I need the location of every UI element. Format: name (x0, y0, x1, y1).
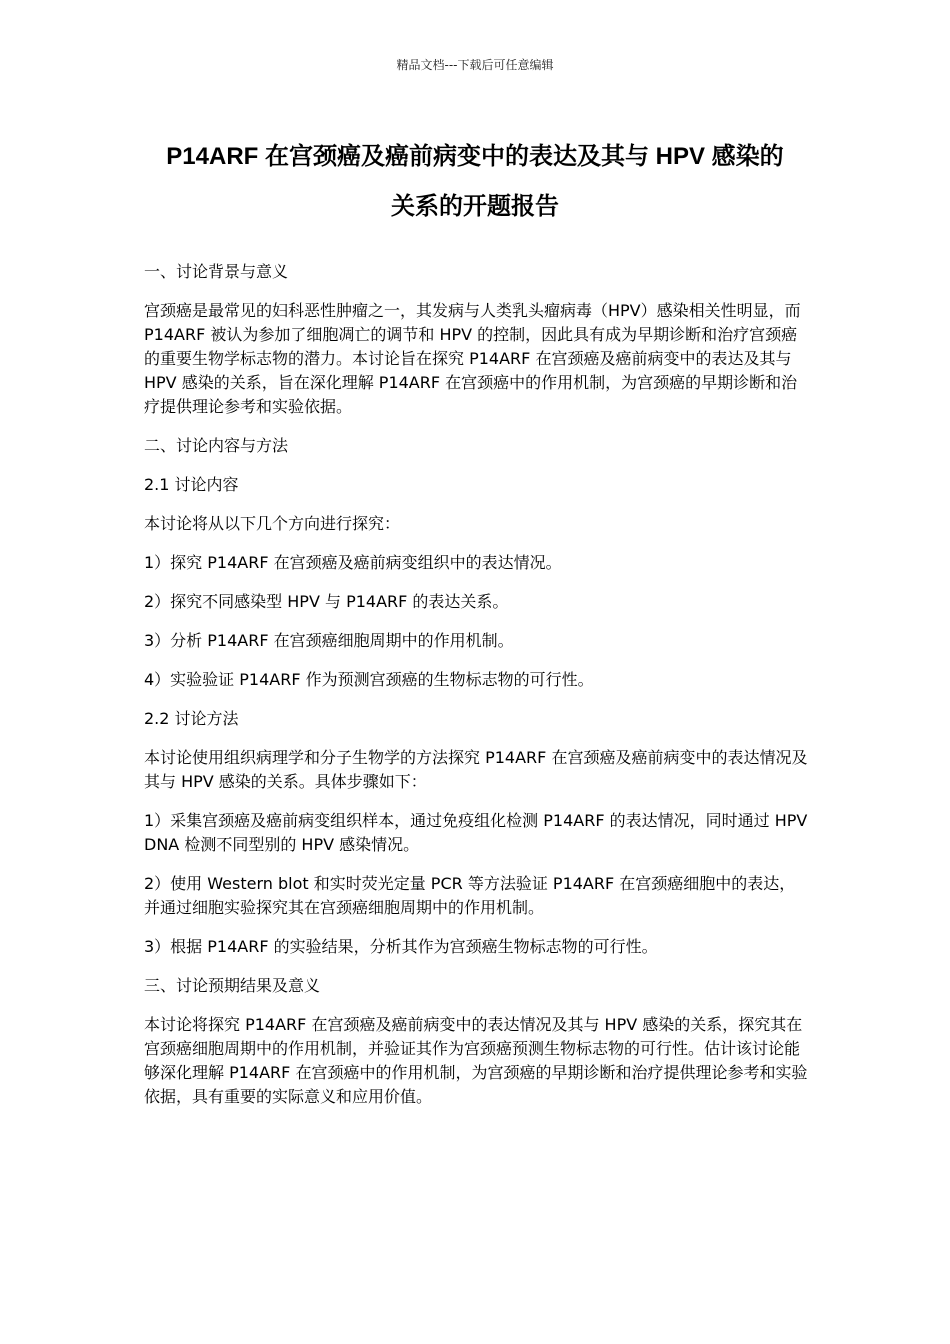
list-item-method-3: 3）根据 P14ARF 的实验结果，分析其作为宫颈癌生物标志物的可行性。 (144, 937, 658, 956)
section-heading-content-method: 二、讨论内容与方法 (144, 436, 289, 455)
section-heading-background: 一、讨论背景与意义 (144, 262, 289, 281)
document-body (144, 260, 808, 1124)
list-item-content-3: 3）分析 P14ARF 在宫颈癌细胞周期中的作用机制。 (144, 631, 514, 650)
list-item-method-2: 2）使用 Western blot 和实时荧光定量 PCR 等方法验证 P14ARF 在宫颈癌细胞中的表达，并通过细胞实验探究其在宫颈癌细胞周期中的作用机制。 (144, 874, 796, 917)
title-line-1: P14ARF 在宫颈癌及癌前病变中的表达及其与 HPV 感染的 (166, 143, 784, 170)
list-item-content-1: 1）探究 P14ARF 在宫颈癌及癌前病变组织中的表达情况。 (144, 553, 562, 572)
section-heading-expected-results: 三、讨论预期结果及意义 (144, 976, 321, 995)
paragraph-expected-results: 本讨论将探究 P14ARF 在宫颈癌及癌前病变中的表达情况及其与 HPV 感染的关系，探究其在宫颈癌细胞周期中的作用机制，并验证其作为宫颈癌预测生物标志物的可行性。估计该讨论能够深化理解 P14ARF 在宫颈癌中的作用机制，为宫颈癌的早期诊断和治疗提供理论参考和实验依据，具有重要的实际意义和应用价值。 (144, 1015, 808, 1106)
paragraph-background: 宫颈癌是最常见的妇科恶性肿瘤之一，其发病与人类乳头瘤病毒（HPV）感染相关性明显，而 P14ARF 被认为参加了细胞凋亡的调节和 HPV 的控制，因此具有成为早期诊断和治疗宫颈癌的重要生物学标志物的潜力。本讨论旨在探究 P14ARF 在宫颈癌及癌前病变中的表达及其与 HPV 感染的关系，旨在深化理解 P14ARF 在宫颈癌中的作用机制，为宫颈癌的早期诊断和治疗提供理论参考和实验依据。 (144, 301, 801, 416)
document-title (120, 132, 830, 232)
subheading-content: 2.1 讨论内容 (144, 475, 239, 494)
paragraph-content-intro: 本讨论将从以下几个方向进行探究： (144, 514, 401, 533)
list-item-content-4: 4）实验验证 P14ARF 作为预测宫颈癌的生物标志物的可行性。 (144, 670, 594, 689)
page-header: 精品文档---下载后可任意编辑 (396, 58, 554, 72)
subheading-method: 2.2 讨论方法 (144, 709, 239, 728)
title-line-2: 关系的开题报告 (391, 193, 559, 220)
list-item-content-2: 2）探究不同感染型 HPV 与 P14ARF 的表达关系。 (144, 592, 509, 611)
list-item-method-1: 1）采集宫颈癌及癌前病变组织样本，通过免疫组化检测 P14ARF 的表达情况，同时通过 HPV DNA 检测不同型别的 HPV 感染情况。 (144, 811, 808, 854)
paragraph-method-intro: 本讨论使用组织病理学和分子生物学的方法探究 P14ARF 在宫颈癌及癌前病变中的表达情况及其与 HPV 感染的关系。具体步骤如下： (144, 748, 808, 791)
